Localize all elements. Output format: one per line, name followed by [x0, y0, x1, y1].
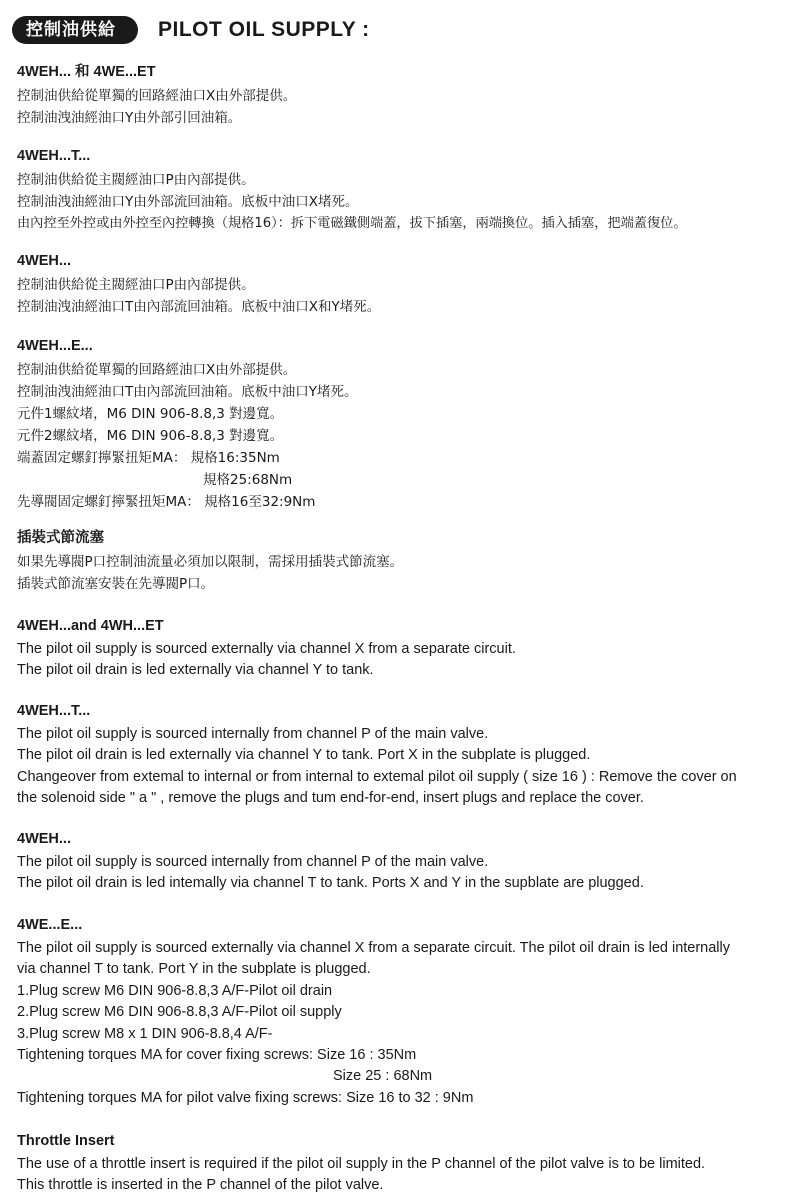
- section-heading: 4WEH...: [17, 831, 71, 847]
- text-line: 控制油供給從單獨的回路經油口X由外部提供。: [17, 362, 297, 378]
- text-line-indented: 規格25:68Nm: [203, 472, 293, 488]
- en-section-4weh-t: [17, 702, 787, 810]
- text-line: 控制油洩油經油口Y由外部流回油箱。底板中油口X堵死。: [17, 194, 359, 210]
- text-line: 控制油供給從主閥經油口P由內部提供。: [17, 277, 255, 293]
- text-line: the solenoid side " a " , remove the plugs and tum end-for-end, insert plugs and replace the cover.: [17, 790, 644, 807]
- cn-section-4weh-e: [17, 337, 787, 513]
- header-badge: 控制油供給: [12, 16, 138, 44]
- text-line: 2.Plug screw M6 DIN 906-8.8,3 A/F-Pilot oil supply: [17, 1004, 342, 1021]
- text-line: 控制油供給從主閥經油口P由內部提供。: [17, 172, 255, 188]
- text-line: via channel T to tank. Port Y in the subplate is plugged.: [17, 961, 371, 978]
- en-section-4weh-4wh-et: [17, 617, 787, 682]
- section-heading: 4WEH...: [17, 253, 71, 269]
- text-line: The pilot oil drain is led intemally via channel T to tank. Ports X and Y in the supblate are plugged.: [17, 875, 644, 892]
- text-line: The pilot oil supply is sourced externally via channel X from a separate circuit.: [17, 641, 516, 657]
- cn-section-4weh-4we-et: [17, 63, 787, 129]
- text-line: The pilot oil supply is sourced internally from channel P of the main valve.: [17, 854, 489, 870]
- cn-section-4weh: [17, 252, 787, 318]
- text-line: 控制油洩油經油口T由內部流回油箱。底板中油口X和Y堵死。: [17, 299, 381, 315]
- en-section-throttle-insert: [17, 1132, 787, 1197]
- cn-section-throttle: [17, 529, 787, 595]
- text-line: 1.Plug screw M6 DIN 906-8.8,3 A/F-Pilot oil drain: [17, 982, 333, 999]
- text-line: 3.Plug screw M8 x 1 DIN 906-8.8,4 A/F-: [17, 1025, 273, 1042]
- text-line: The pilot oil supply is sourced externally via channel X from a separate circuit. The pilot oil drain is led internally: [17, 940, 730, 956]
- text-line: 端蓋固定螺釘擰緊扭矩MA： 規格16:35Nm: [17, 450, 280, 466]
- text-line: 元件2螺紋堵，M6 DIN 906-8.8,3 對邊寬。: [17, 428, 284, 444]
- text-line: The pilot oil drain is led externally via channel Y to tank. Port X in the subplate is plugged.: [17, 747, 591, 764]
- section-heading: 4WE...E...: [17, 917, 83, 933]
- section-header: [12, 16, 370, 44]
- cn-section-4weh-t: [17, 147, 787, 235]
- section-heading: 插裝式節流塞: [17, 530, 104, 546]
- text-line-indented: Size 25 : 68Nm: [333, 1068, 433, 1085]
- en-section-4we-e: [17, 916, 787, 1109]
- section-heading: 4WEH... 和 4WE...ET: [17, 64, 156, 80]
- text-line: The pilot oil supply is sourced internally from channel P of the main valve.: [17, 726, 489, 742]
- section-heading: 4WEH...E...: [17, 338, 93, 354]
- section-heading: 4WEH...T...: [17, 703, 91, 719]
- text-line: This throttle is inserted in the P channel of the pilot valve.: [17, 1177, 384, 1194]
- text-line: 如果先導閥P口控制油流量必須加以限制，需採用插裝式節流塞。: [17, 554, 404, 570]
- header-title: PILOT OIL SUPPLY :: [158, 18, 370, 41]
- text-line: 控制油供給從單獨的回路經油口X由外部提供。: [17, 88, 297, 104]
- text-line: The pilot oil drain is led externally via channel Y to tank.: [17, 662, 374, 679]
- text-line: 由內控至外控或由外控至內控轉換（規格16）：拆下電磁鐵側端蓋，拔下插塞，兩端換位。插入插塞，把端蓋復位。: [17, 216, 687, 231]
- en-section-4weh: [17, 830, 787, 895]
- text-line: The use of a throttle insert is required if the pilot oil supply in the P channel of the pilot valve is to be limited.: [17, 1156, 706, 1172]
- text-line: Changeover from extemal to internal or from internal to extemal pilot oil supply ( size 16 ) : Remove the cover on: [17, 768, 737, 785]
- text-line: Tightening torques MA for pilot valve fixing screws: Size 16 to 32 : 9Nm: [17, 1089, 474, 1106]
- text-line: 控制油洩油經油口T由內部流回油箱。底板中油口Y堵死。: [17, 384, 358, 400]
- text-line: Tightening torques MA for cover fixing screws: Size 16 : 35Nm: [17, 1047, 417, 1064]
- text-line: 元件1螺紋堵，M6 DIN 906-8.8,3 對邊寬。: [17, 406, 284, 422]
- section-heading: 4WEH...and 4WH...ET: [17, 618, 164, 634]
- text-line: 插裝式節流塞安裝在先導閥P口。: [17, 576, 215, 592]
- text-line: 控制油洩油經油口Y由外部引回油箱。: [17, 110, 242, 126]
- text-line: 先導閥固定螺釘擰緊扭矩MA： 規格16至32:9Nm: [17, 494, 316, 510]
- section-heading: Throttle Insert: [17, 1133, 115, 1149]
- section-heading: 4WEH...T...: [17, 148, 91, 164]
